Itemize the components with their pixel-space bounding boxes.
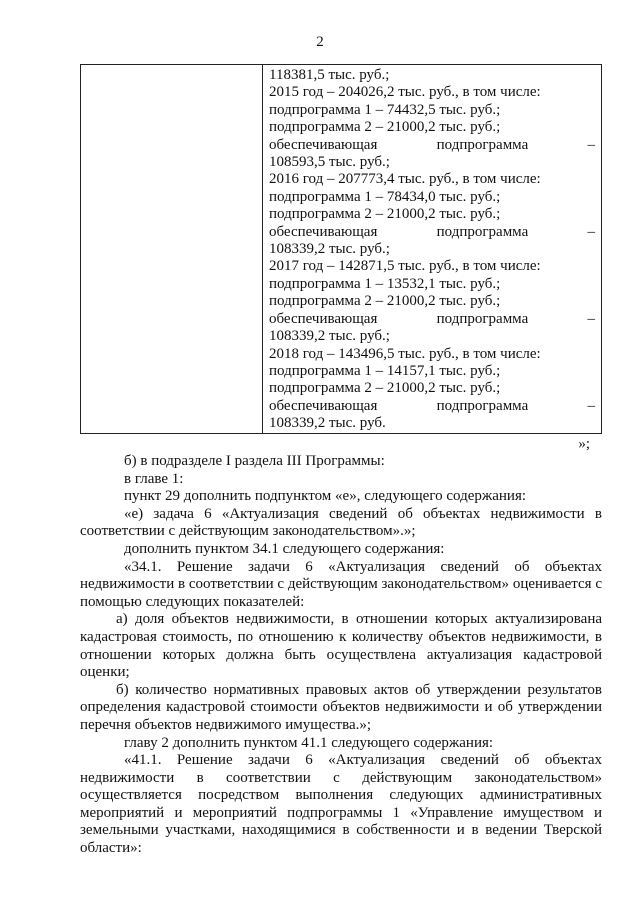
funding-line: 2018 год – 143496,5 тыс. руб., в том числе: [269,345,541,362]
funding-line: 108339,2 тыс. руб.; [269,241,390,258]
document-body [80,453,602,858]
page-number: 2 [316,34,324,50]
funding-line: 108593,5 тыс. руб.; [269,154,390,171]
funding-line: 108339,2 тыс. руб.; [269,328,390,345]
program-funding-table [80,64,602,434]
funding-line: 2015 год – 204026,2 тыс. руб., в том числе: [269,84,541,101]
table-closing-quote: »; [578,436,590,452]
funding-line-part: подпрограмма [436,136,529,153]
funding-line-split [269,137,595,154]
funding-line-part: обеспечивающая [269,136,378,153]
funding-line: подпрограмма 1 – 14157,1 тыс. руб.; [269,362,501,379]
funding-line-part: подпрограмма [436,397,529,414]
paragraph: а) доля объектов недвижимости, в отношении которых актуализирована кадастровая стоимость, по отношению к количеству объектов недвижимости, в отношении которых должна быть осуществлена актуализация кадастровой оценки; [80,611,602,681]
funding-line-split [269,224,595,241]
funding-line-part: подпрограмма [436,310,529,327]
funding-line-part: обеспечивающая [269,223,378,240]
funding-line: 2017 год – 142871,5 тыс. руб., в том числе: [269,258,541,275]
funding-line-part: – [587,223,595,240]
funding-line: подпрограмма 1 – 74432,5 тыс. руб.; [269,101,501,118]
funding-line: подпрограмма 2 – 21000,2 тыс. руб.; [269,293,501,310]
funding-line-part: подпрограмма [436,223,529,240]
funding-line-part: – [587,136,595,153]
paragraph: «34.1. Решение задачи 6 «Актуализация сведений об объектах недвижимости в соответствии с действующим законодательством» оценивается с помощью следующих показателей: [80,558,602,610]
funding-line: 108339,2 тыс. руб. [269,415,386,432]
paragraph: «е) задача 6 «Актуализация сведений об объектах недвижимости в соответствии с действующим законодательством».»; [80,505,602,540]
funding-line: подпрограмма 2 – 21000,2 тыс. руб.; [269,380,501,397]
paragraph: главу 2 дополнить пунктом 41.1 следующего содержания: [124,734,494,751]
funding-line: подпрограмма 2 – 21000,2 тыс. руб.; [269,119,501,136]
funding-line: подпрограмма 1 – 13532,1 тыс. руб.; [269,275,501,292]
funding-line-split [269,311,595,328]
paragraph: в главе 1: [124,470,184,487]
paragraph: дополнить пунктом 34.1 следующего содержания: [124,540,445,557]
paragraph: пункт 29 дополнить подпунктом «е», следующего содержания: [124,488,527,505]
funding-line-split [269,398,595,415]
funding-line: 2016 год – 207773,4 тыс. руб., в том числе: [269,171,541,188]
funding-line-part: обеспечивающая [269,397,378,414]
table-right-cell [269,67,595,433]
funding-line: подпрограмма 2 – 21000,2 тыс. руб.; [269,206,501,223]
funding-line: 118381,5 тыс. руб.; [269,67,390,83]
paragraph: б) количество нормативных правовых актов об утверждении результатов определения кадастровой стоимости объектов недвижимости и об утверждении перечня объектов недвижимого имущества.»; [80,681,602,733]
funding-line-part: обеспечивающая [269,310,378,327]
paragraph: б) в подразделе I раздела III Программы: [124,453,385,469]
table-left-cell [81,65,263,433]
funding-line-part: – [587,397,595,414]
funding-line: подпрограмма 1 – 78434,0 тыс. руб.; [269,188,501,205]
funding-line-part: – [587,310,595,327]
paragraph: «41.1. Решение задачи 6 «Актуализация сведений об объектах недвижимости в соответствии с действующим законодательством» осуществляется посредством выполнения следующих административных мероприятий и мероприятий подпрограммы 1 «Управление имуществом и земельными участками, находящимися в собственности и в ведении Тверской области»: [80,752,602,857]
